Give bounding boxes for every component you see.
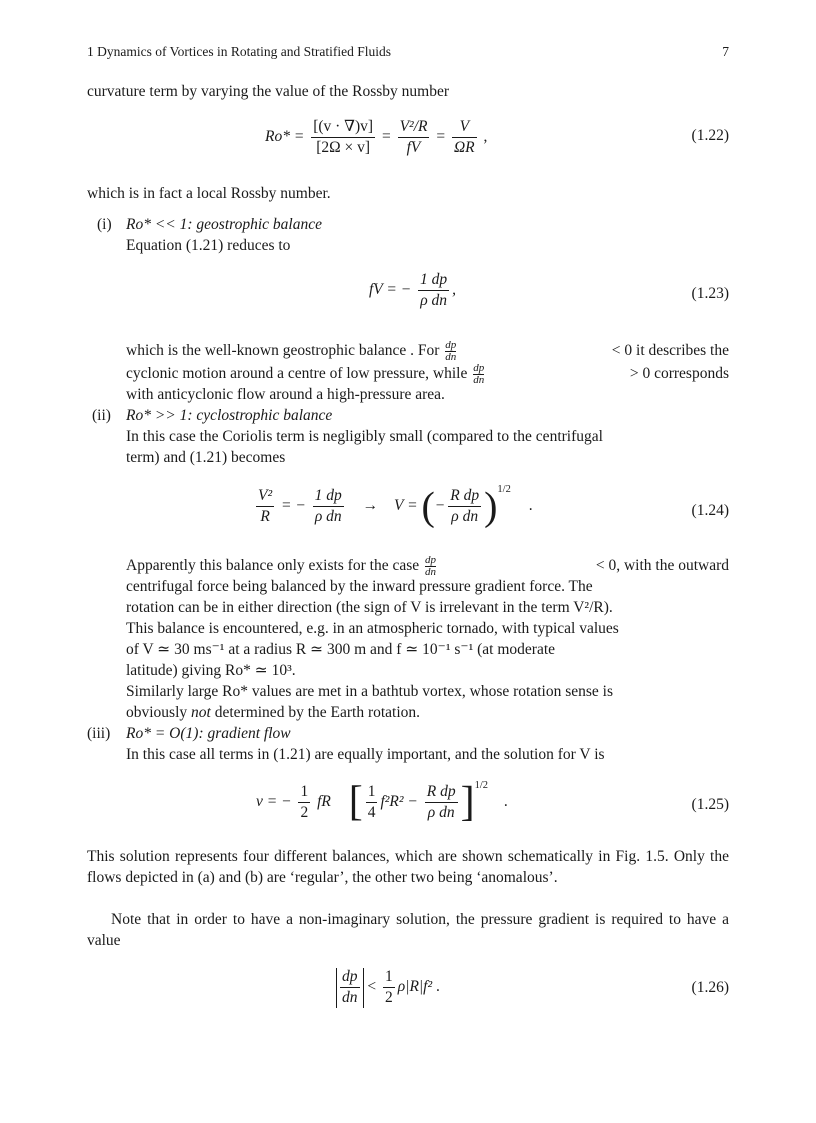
paragraph: Note that in order to have a non-imaginary solution, the pressure gradient is required to have a value	[87, 911, 729, 949]
item-label: (i)	[97, 216, 112, 233]
paragraph: Apparently this balance only exists for the case $\frac{dp}{dn}$ < 0, with the outward	[126, 554, 729, 578]
paragraph: Equation (1.21) reduces to	[126, 237, 291, 254]
fraction: $\frac{\text{V²}}{R}$	[258, 486, 273, 525]
paragraph: This solution represents four different balances, which are shown schematically in Fig. 1.5. Only the flows depicted in (a) and (b) are ‘regular’, the other two being ‘anomalous’.	[87, 848, 729, 886]
running-head	[87, 44, 729, 60]
item-label: (ii)	[92, 407, 111, 424]
fraction: $\frac{dp}{dn}$	[342, 968, 358, 1006]
equation-number: (1.22)	[691, 127, 729, 144]
paragraph: of V ≃ 30 ms⁻¹ at a radius R ≃ 300 m and f ≃ 10⁻¹ s⁻¹ (at moderate	[126, 641, 556, 658]
paragraph: In this case the Coriolis term is negligibly small (compared to the centrifugal	[126, 428, 603, 445]
fraction: $\frac{\text{R dp}}{\text{ρ dn}}$	[426, 782, 456, 821]
fraction: $\frac{1}{2}$	[385, 968, 393, 1006]
equation-number: (1.26)	[691, 979, 729, 996]
paragraph: with anticyclonic flow around a high-pressure area.	[126, 386, 445, 403]
fraction: $\frac{\text{R dp}}{\text{ρ dn}}$	[450, 486, 480, 525]
fraction: $\frac{1 dp}{\text{ρ dn}}$	[314, 486, 342, 525]
equation-number: (1.24)	[691, 502, 729, 519]
item-heading: Ro* >> 1: cyclostrophic balance	[126, 407, 333, 424]
fraction: $\frac{1}{2}$	[300, 782, 309, 821]
paragraph: cyclonic motion around a centre of low pressure, while $\frac{dp}{dn}$ > 0 corresponds	[126, 362, 729, 386]
equation-number: (1.23)	[691, 285, 729, 302]
fraction: $\frac{1}{4}$	[367, 782, 376, 821]
paragraph: which is in fact a local Rossby number.	[87, 185, 331, 202]
paragraph: obviously not determined by the Earth rotation.	[126, 704, 421, 721]
paragraph: which is the well-known geostrophic balance . For $\frac{dp}{dn}$ < 0 it describes the	[126, 339, 729, 363]
fraction: $\frac{\text{V²/R}}{fV}$	[399, 118, 428, 156]
paragraph: rotation can be in either direction (the sign of V is irrelevant in the term V²/R).	[126, 599, 613, 616]
eq-lhs: Ro* =	[265, 128, 305, 146]
page-number: 7	[722, 44, 729, 59]
fraction: $\frac{[(v \cdot \nabla)v]}{[2\Omega \times v]}$	[313, 118, 374, 156]
paragraph: centrifugal force being balanced by the inward pressure gradient force. The	[126, 578, 593, 595]
paragraph: term) and (1.21) becomes	[126, 449, 286, 466]
chapter-title: 1 Dynamics of Vortices in Rotating and Stratified Fluids	[87, 44, 391, 59]
fraction: $\frac{1 dp}{\text{ρ dn}}$	[420, 271, 448, 309]
paragraph: In this case all terms in (1.21) are equally important, and the solution for V is	[126, 746, 605, 763]
paragraph: This balance is encountered, e.g. in an atmospheric tornado, with typical values	[126, 620, 619, 637]
paragraph: Similarly large Ro* values are met in a bathtub vortex, whose rotation sense is	[126, 683, 613, 700]
paper-page: 1 Dynamics of Vortices in Rotating and Stratified Fluids 7 curvature term by varying the value of the Rossby number Ro* = $\frac{[(v \cdot \nabla)v]}{[2\Omega \times v]}$ = $\frac{\text{V²/R}}{fV}$ = $\frac{V}{\Omega R}$ , (1.22) which is in fact a local Rossby number. (i) Ro* << 1: geostrophic balance Equation (1.21) reduces to fV = − $\frac{1 dp}{\text{ρ dn}}$ , (1.23) which is the well-known geostrophic balance . For $\frac{dp}{dn}$ < 0 it describes the cyclonic motion around a centre of low pressure, while $\frac{dp}{dn}$ > 0 corresponds with anticyclonic flow around a high-pressure area. (ii) Ro* >> 1: cyclostrophic balance In this case the Coriolis term is negligibly small (compared to the centrifugal term) and (1.21) becomes $\frac{\text{V²}}{R}$ = − $\frac{1 dp}{\text{ρ dn}}$ → V = (− $\frac{\text{R dp}}{\text{ρ dn}}$ )$^{1/2}$ . (1.24) Apparently this balance only exists for the case $\frac{dp}{dn}$ < 0, with the outward centrifugal force being balanced by the inward pressure gradient force. The rotation can be in either direction (the sign of V is irrelevant in the term V²/R). This balance is encountered, e.g. in an atmospheric tornado, with typical values of V ≃ 30 ms⁻¹ at a radius R ≃ 300 m and f ≃ 10⁻¹ s⁻¹ (at moderate latitude) giving Ro* ≃ 10³. Similarly large Ro* values are met in a bathtub vortex, whose rotation sense is obviously not determined by the Earth rotation. (iii) Ro* = O(1): gradient flow In this case all terms in (1.21) are equally important, and the solution for V is v = − $\frac{1}{2}$ fR [ $\frac{1}{4}$ f²R² − $\frac{\text{R dp}}{\text{ρ dn}}$ ]$^{1/2}$ . (1.25) This solution represents four different balances, which are shown schematically in Fig. 1.5. Only the flows depicted in (a) and (b) are ‘regular’, the other two being ‘anomalous’. Note that in order to have a non-imaginary solution, the pressure gradient is required to have a value $\frac{dp}{dn}$ < $\frac{1}{2}$ ρ|R|f² . (1.26)	[87, 44, 729, 1006]
item-heading: Ro* << 1: geostrophic balance	[126, 216, 322, 233]
paragraph: latitude) giving Ro* ≃ 10³.	[126, 662, 296, 679]
paragraph: curvature term by varying the value of the Rossby number	[87, 83, 449, 100]
item-label: (iii)	[87, 725, 111, 742]
equation-number: (1.25)	[691, 796, 729, 813]
fraction: $\frac{V}{\Omega R}$	[453, 118, 475, 156]
item-heading: Ro* = O(1): gradient flow	[126, 725, 291, 742]
